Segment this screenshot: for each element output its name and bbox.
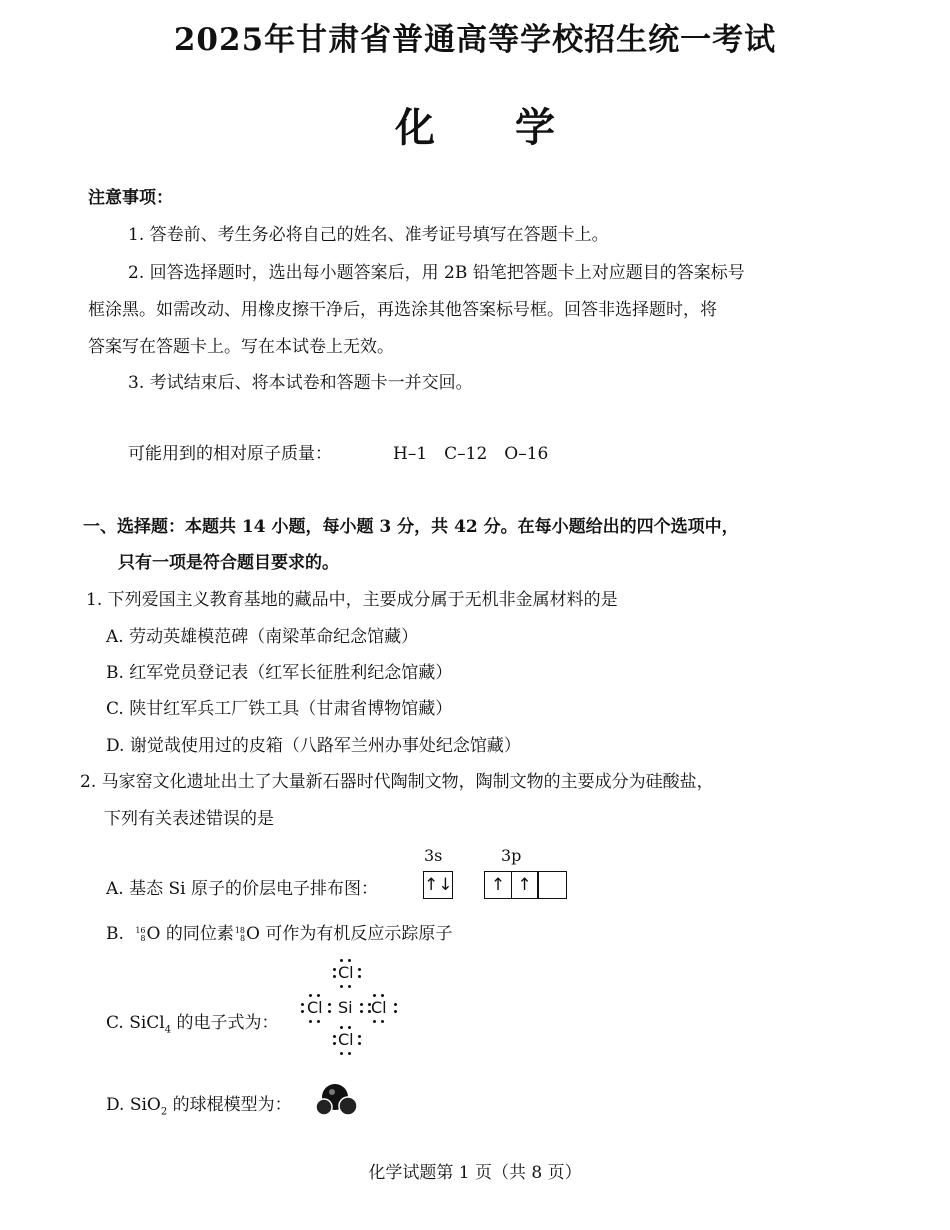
electron-dot (317, 1020, 320, 1023)
model-atom-right (339, 1097, 357, 1115)
electron-dot (381, 994, 384, 997)
electron-dot (340, 985, 343, 988)
notice-item-2-cont: 框涂黑。如需改动、用橡皮擦干净后，再选涂其他答案标号框。回答非选择题时，将 (88, 300, 717, 320)
electron-dot (348, 959, 351, 962)
section-heading-cont: 只有一项是符合题目要求的。 (118, 553, 339, 573)
electron-dot (348, 1026, 351, 1029)
electron-dot (394, 1010, 397, 1013)
orbital-3p-label: 3p (501, 846, 522, 865)
electron-dot (394, 1003, 397, 1006)
electron-dot (309, 1020, 312, 1023)
electron-dot (348, 1052, 351, 1055)
electron-dot (381, 1020, 384, 1023)
question-1-option-d: D. 谢觉哉使用过的皮箱（八路军兰州办事处纪念馆藏） (106, 736, 521, 756)
orbital-3s-label: 3s (424, 846, 443, 865)
section-heading: 一、选择题：本题共 14 小题，每小题 3 分，共 42 分。在每小题给出的四个选项中， (83, 517, 739, 537)
isotope-16-notation (135, 927, 145, 943)
electron-dot (358, 975, 361, 978)
notice-item-2: 2. 回答选择题时，选出每小题答案后，用 2B 铅笔把答题卡上对应题目的答案标号 (128, 263, 745, 283)
orbital-3s-box: ↑↓ (423, 871, 453, 899)
electron-dot (348, 985, 351, 988)
notice-item-1: 1. 答卷前、考生务必将自己的姓名、准考证号填写在答题卡上。 (128, 225, 609, 245)
isotope-18-mass: 18 (234, 925, 246, 935)
option-d-subscript: 2 (160, 1106, 168, 1118)
electron-dot (358, 1035, 361, 1038)
page-footer: 化学试题第 1 页（共 8 页） (368, 1163, 582, 1183)
orbital-3p-box-2: ↑ (511, 871, 539, 899)
lewis-cl-right: Cl (371, 998, 387, 1017)
electron-dot (328, 1010, 331, 1013)
isotope-18-number: 8 (239, 933, 246, 943)
electron-dot (333, 1035, 336, 1038)
question-1-option-c: C. 陕甘红军兵工厂铁工具（甘肃省博物馆藏） (106, 699, 453, 719)
orbital-3p-box-1: ↑ (484, 871, 512, 899)
atomic-mass-label: 可能用到的相对原子质量： (128, 444, 332, 464)
notice-item-2-cont2: 答案写在答题卡上。写在本试卷上无效。 (88, 337, 394, 357)
electron-dot (340, 1026, 343, 1029)
electron-dot (317, 994, 320, 997)
orbital-3p-box-3 (537, 871, 567, 899)
electron-dot (309, 994, 312, 997)
option-d-tail: 的球棍模型为： (167, 1095, 292, 1115)
electron-dot (340, 1052, 343, 1055)
option-c-subscript: 4 (164, 1024, 172, 1036)
electron-dot (340, 959, 343, 962)
option-c-prefix: C. SiCl (106, 1013, 165, 1033)
sicl4-lewis-structure (296, 958, 406, 1058)
option-d-prefix: D. SiO (106, 1095, 161, 1115)
lewis-cl-left: Cl (307, 998, 323, 1017)
subject-title: 化学 (395, 104, 635, 151)
electron-dot (301, 1010, 304, 1013)
atomic-mass-values: H–1 C–12 O–16 (393, 444, 549, 464)
isotope-16-number: 8 (140, 933, 146, 943)
lewis-cl-top: Cl (338, 963, 354, 982)
question-2-option-d (106, 1090, 292, 1117)
notice-heading: 注意事项： (88, 188, 173, 208)
question-2-stem: 2. 马家窑文化遗址出土了大量新石器时代陶制文物，陶制文物的主要成分为硅酸盐， (80, 772, 714, 792)
electron-dot (328, 1003, 331, 1006)
lewis-cl-bottom: Cl (338, 1030, 354, 1049)
electron-dot (373, 1020, 376, 1023)
question-1-stem: 1. 下列爱国主义教育基地的藏品中，主要成分属于无机非金属材料的是 (86, 590, 618, 610)
electron-dot (373, 994, 376, 997)
exam-title: 2025年甘肃省普通高等学校招生统一考试 (173, 22, 777, 58)
option-b-mid: O 的同位素 (146, 924, 234, 944)
model-atom-left (316, 1099, 332, 1115)
option-c-tail: 的电子式为： (171, 1013, 279, 1033)
question-2-option-b (106, 919, 452, 944)
isotope-16-mass: 16 (135, 925, 146, 935)
question-2-option-a: A. 基态 Si 原子的价层电子排布图： (106, 879, 378, 899)
electron-dot (358, 968, 361, 971)
option-b-tail: O 可作为有机反应示踪原子 (246, 924, 453, 944)
question-2-stem-cont: 下列有关表述错误的是 (104, 809, 274, 829)
electron-dot (333, 968, 336, 971)
electron-dot (333, 975, 336, 978)
question-1-option-b: B. 红军党员登记表（红军长征胜利纪念馆藏） (106, 663, 453, 683)
isotope-18-notation (235, 927, 245, 943)
electron-dot (360, 1003, 363, 1006)
electron-dot (333, 1042, 336, 1045)
option-b-prefix: B. (106, 924, 130, 944)
question-1-option-a: A. 劳动英雄模范碑（南梁革命纪念馆藏） (106, 627, 419, 647)
question-2-option-c (106, 1008, 279, 1035)
lewis-si: Si (338, 998, 353, 1017)
notice-item-3: 3. 考试结束后、将本试卷和答题卡一并交回。 (128, 373, 473, 393)
electron-dot (368, 1003, 371, 1006)
model-highlight (329, 1089, 335, 1095)
electron-dot (360, 1010, 363, 1013)
electron-dot (368, 1010, 371, 1013)
electron-dot (301, 1003, 304, 1006)
sio2-ball-stick-model (312, 1079, 362, 1119)
electron-dot (358, 1042, 361, 1045)
